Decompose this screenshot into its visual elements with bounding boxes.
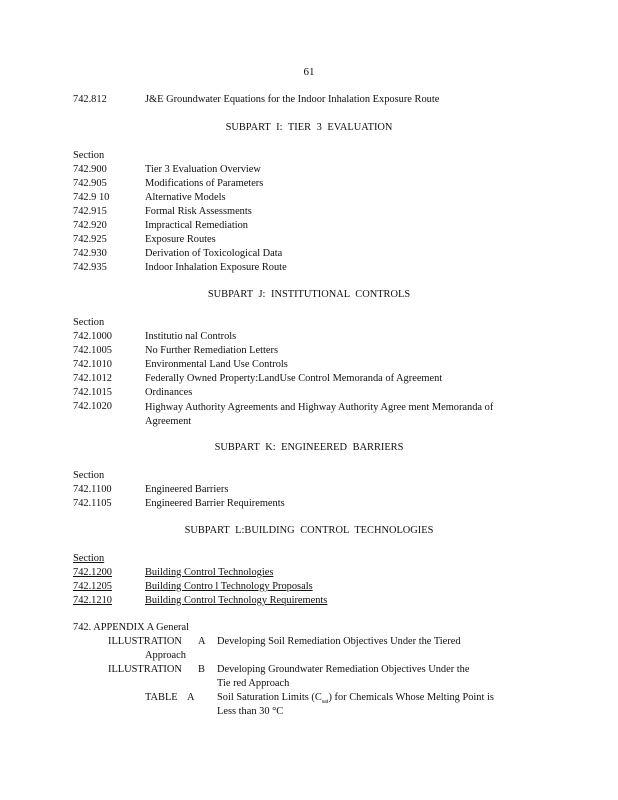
toc-entry — [73, 595, 327, 606]
subpart-heading: SUBPART I: TIER 3 EVALUATION — [225, 122, 393, 133]
section-label: Section — [73, 317, 105, 328]
section-title: Exposure Routes — [145, 234, 216, 245]
table-label: TABLE — [145, 692, 178, 703]
section-number: 742.915 — [73, 206, 107, 217]
toc-entry — [73, 192, 226, 203]
toc-entry — [73, 581, 313, 592]
toc-entry — [73, 373, 442, 384]
section-title: Modifications of Parameters — [145, 178, 264, 189]
section-number: 742.1020 — [73, 401, 112, 412]
illustration-title: Developing Groundwater Remediation Objectives Under the — [217, 664, 470, 675]
section-title: Alternative Models — [145, 192, 226, 203]
section-number: 742.1010 — [73, 359, 112, 370]
section-title: Building Control Technology Requirements — [145, 595, 328, 606]
section-title: Impractical Remediation — [145, 220, 248, 231]
illustration-letter: B — [198, 664, 205, 675]
page-number: 61 — [303, 66, 315, 78]
toc-entry — [73, 484, 228, 495]
section-number: 742.1005 — [73, 345, 112, 356]
toc-entry — [73, 567, 273, 578]
toc-entry — [73, 94, 439, 105]
appendix-heading: 742. APPENDIX A General — [73, 622, 190, 633]
toc-entry — [73, 331, 236, 342]
section-number: 742.1200 — [73, 567, 112, 578]
section-title: Building Contro l Technology Proposals — [145, 581, 313, 592]
section-title: Federally Owned Property:LandUse Control Memoranda of Agreement — [145, 373, 443, 384]
illustration-title-cont: Tie red Approach — [217, 678, 290, 689]
toc-entry — [73, 387, 192, 398]
toc-entry — [73, 262, 287, 273]
section-title: J&E Groundwater Equations for the Indoor Inhalation Exposure Route — [145, 94, 440, 105]
section-number: 742.900 — [73, 164, 107, 175]
toc-entry — [73, 248, 282, 259]
toc-entry — [73, 498, 285, 509]
toc-entry — [73, 220, 248, 231]
subpart-heading: SUBPART L:BUILDING CONTROL TECHNOLOGIES — [184, 525, 434, 536]
section-number: 742.1015 — [73, 387, 112, 398]
toc-entry — [73, 234, 216, 245]
illustration-label: ILLUSTRATION — [108, 664, 182, 675]
illustration-label: ILLUSTRATION — [108, 636, 182, 647]
toc-entry — [73, 359, 288, 370]
section-label: Section — [73, 470, 105, 481]
table-title-sub: sat — [321, 699, 329, 706]
section-number: 742.1100 — [73, 484, 112, 495]
section-title: Environmental Land Use Controls — [145, 359, 288, 370]
table-title-cont: Less than 30 °C — [217, 706, 284, 717]
section-title: Institutio nal Controls — [145, 331, 237, 342]
table-title-post: ) for Chemicals Whose Melting Point is — [328, 692, 494, 703]
section-number: 742.1205 — [73, 581, 112, 592]
section-title: Highway Authority Agreements and Highway Authority Agree ment Memoranda of Agreement — [145, 402, 494, 427]
section-number: 742.920 — [73, 220, 107, 231]
section-number: 742.930 — [73, 248, 107, 259]
section-title: Engineered Barrier Requirements — [145, 498, 285, 509]
toc-entry — [73, 164, 261, 175]
section-title: Engineered Barriers — [145, 484, 229, 495]
section-title: Tier 3 Evaluation Overview — [145, 164, 261, 175]
section-title: Derivation of Toxicological Data — [145, 248, 283, 259]
toc-entry — [73, 178, 263, 189]
toc-entry — [73, 401, 525, 429]
section-number: 742.1105 — [73, 498, 112, 509]
subpart-heading: SUBPART K: ENGINEERED BARRIERS — [214, 442, 404, 453]
section-number: 742.9 10 — [73, 192, 110, 203]
illustration-title-cont: Approach — [145, 650, 186, 661]
table-title-pre: Soil Saturation Limits (C — [217, 692, 322, 703]
section-title: Ordinances — [145, 387, 193, 398]
section-number: 742.905 — [73, 178, 107, 189]
section-number: 742.1000 — [73, 331, 112, 342]
section-number: 742.1210 — [73, 595, 112, 606]
table-title — [217, 692, 494, 705]
section-label: Section — [73, 150, 105, 161]
section-number: 742.935 — [73, 262, 107, 273]
illustration-title: Developing Soil Remediation Objectives Under the Tiered — [217, 636, 461, 647]
section-title: Building Control Technologies — [145, 567, 274, 578]
toc-entry — [73, 206, 252, 217]
subpart-heading: SUBPART J: INSTITUTIONAL CONTROLS — [207, 289, 411, 300]
section-number: 742.1012 — [73, 373, 112, 384]
toc-entry — [73, 345, 278, 356]
section-number: 742.812 — [73, 94, 107, 105]
section-number: 742.925 — [73, 234, 107, 245]
illustration-letter: A — [198, 636, 206, 647]
section-title: No Further Remediation Letters — [145, 345, 279, 356]
table-letter: A — [187, 692, 195, 703]
section-title: Indoor Inhalation Exposure Route — [145, 262, 287, 273]
section-label: Section — [73, 553, 105, 564]
section-title: Formal Risk Assessments — [145, 206, 252, 217]
